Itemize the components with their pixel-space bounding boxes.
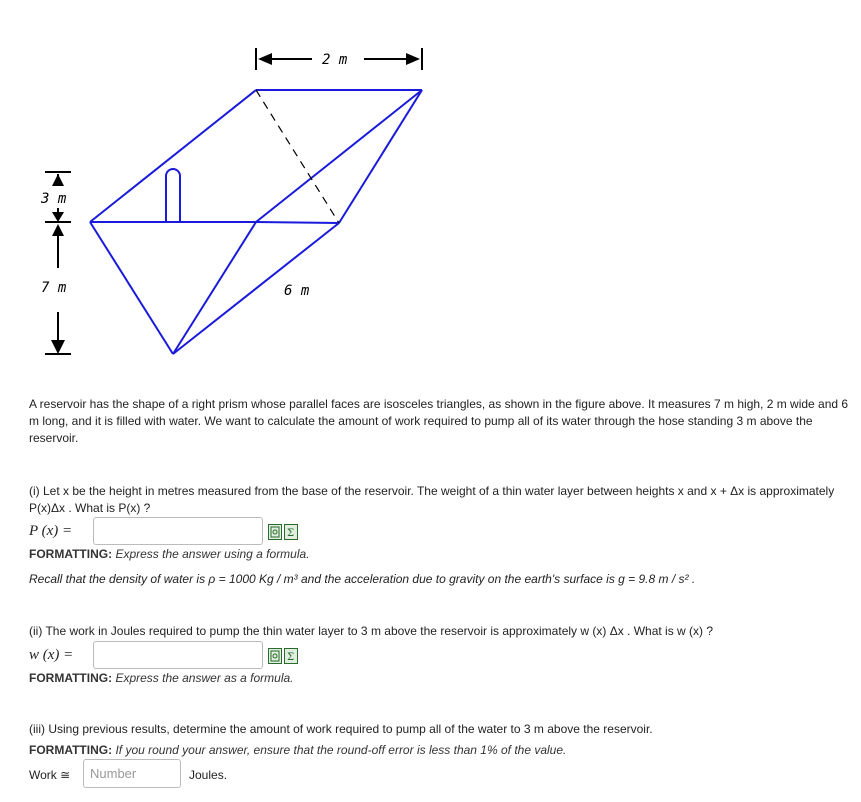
part1-answer-box[interactable] [93,517,263,545]
part2-question: (ii) The work in Joules required to pump the thin water layer to 3 m above the reservoir is approximately w (x) Δx . What is w (x) ? [29,624,714,638]
part2-answer-box[interactable] [93,641,263,669]
part3-formatting-text: If you round your answer, ensure that the round-off error is less than 1% of the value. [115,743,567,757]
equation-editor-icon[interactable] [284,524,298,540]
intro-line-1: A reservoir has the shape of a right prism whose parallel faces are isosceles triangles, as shown in the figure above. It measures 7 m high, 2 m wide and 6 [29,397,849,411]
part1-question-line-1: (i) Let x be the height in metres measured from the base of the reservoir. The weight of a thin water layer between heights x and x + Δx is approximately [29,484,835,498]
upper-height-label: 3 m [41,191,67,207]
svg-text:Σ: Σ [287,528,295,539]
part1-recall-text: Recall that the density of water is ρ = 1000 Kg / m³ and the acceleration due to gravity on the earth's surface is g = 9.8 m / s² . [29,572,696,586]
work-number-input[interactable] [83,759,181,788]
hose [166,169,180,222]
part2-answer-label: w (x) = [29,647,74,663]
work-unit: Joules. [189,768,228,782]
intro-line-3: reservoir. [29,431,79,445]
part1-question [29,483,861,517]
part3-question: (iii) Using previous results, determine the amount of work required to pump all of the water to 3 m above the reservoir. [29,722,653,736]
part1-formatting-label: FORMATTING: [29,547,113,561]
preview-icon[interactable] [268,524,282,540]
lower-height-label: 7 m [41,280,67,296]
hidden-edge [256,90,339,223]
reservoir-figure [0,0,861,400]
part1-formatting [29,546,310,563]
preview-icon[interactable] [268,648,282,664]
intro-line-2: m long, and it is filled with water. We want to calculate the amount of work required to pump all of its water through the hose standing 3 m above the [29,414,813,428]
part1-question-line-2: P(x)Δx . What is P(x) ? [29,501,151,515]
svg-text:Σ: Σ [287,652,295,663]
part2-formatting-text: Express the answer as a formula. [115,671,294,685]
part3-formatting [29,742,566,759]
length-label: 6 m [284,283,310,299]
part3-formatting-label: FORMATTING: [29,743,113,757]
equation-editor-icon[interactable] [284,648,298,664]
width-label: 2 m [322,52,348,68]
prism-outline [90,90,422,354]
work-label: Work ≅ [29,768,71,782]
part2-formatting [29,670,294,687]
part1-formatting-text: Express the answer using a formula. [115,547,310,561]
part1-answer-label: P (x) = [29,523,73,539]
part2-formatting-label: FORMATTING: [29,671,113,685]
intro-text [29,396,859,447]
